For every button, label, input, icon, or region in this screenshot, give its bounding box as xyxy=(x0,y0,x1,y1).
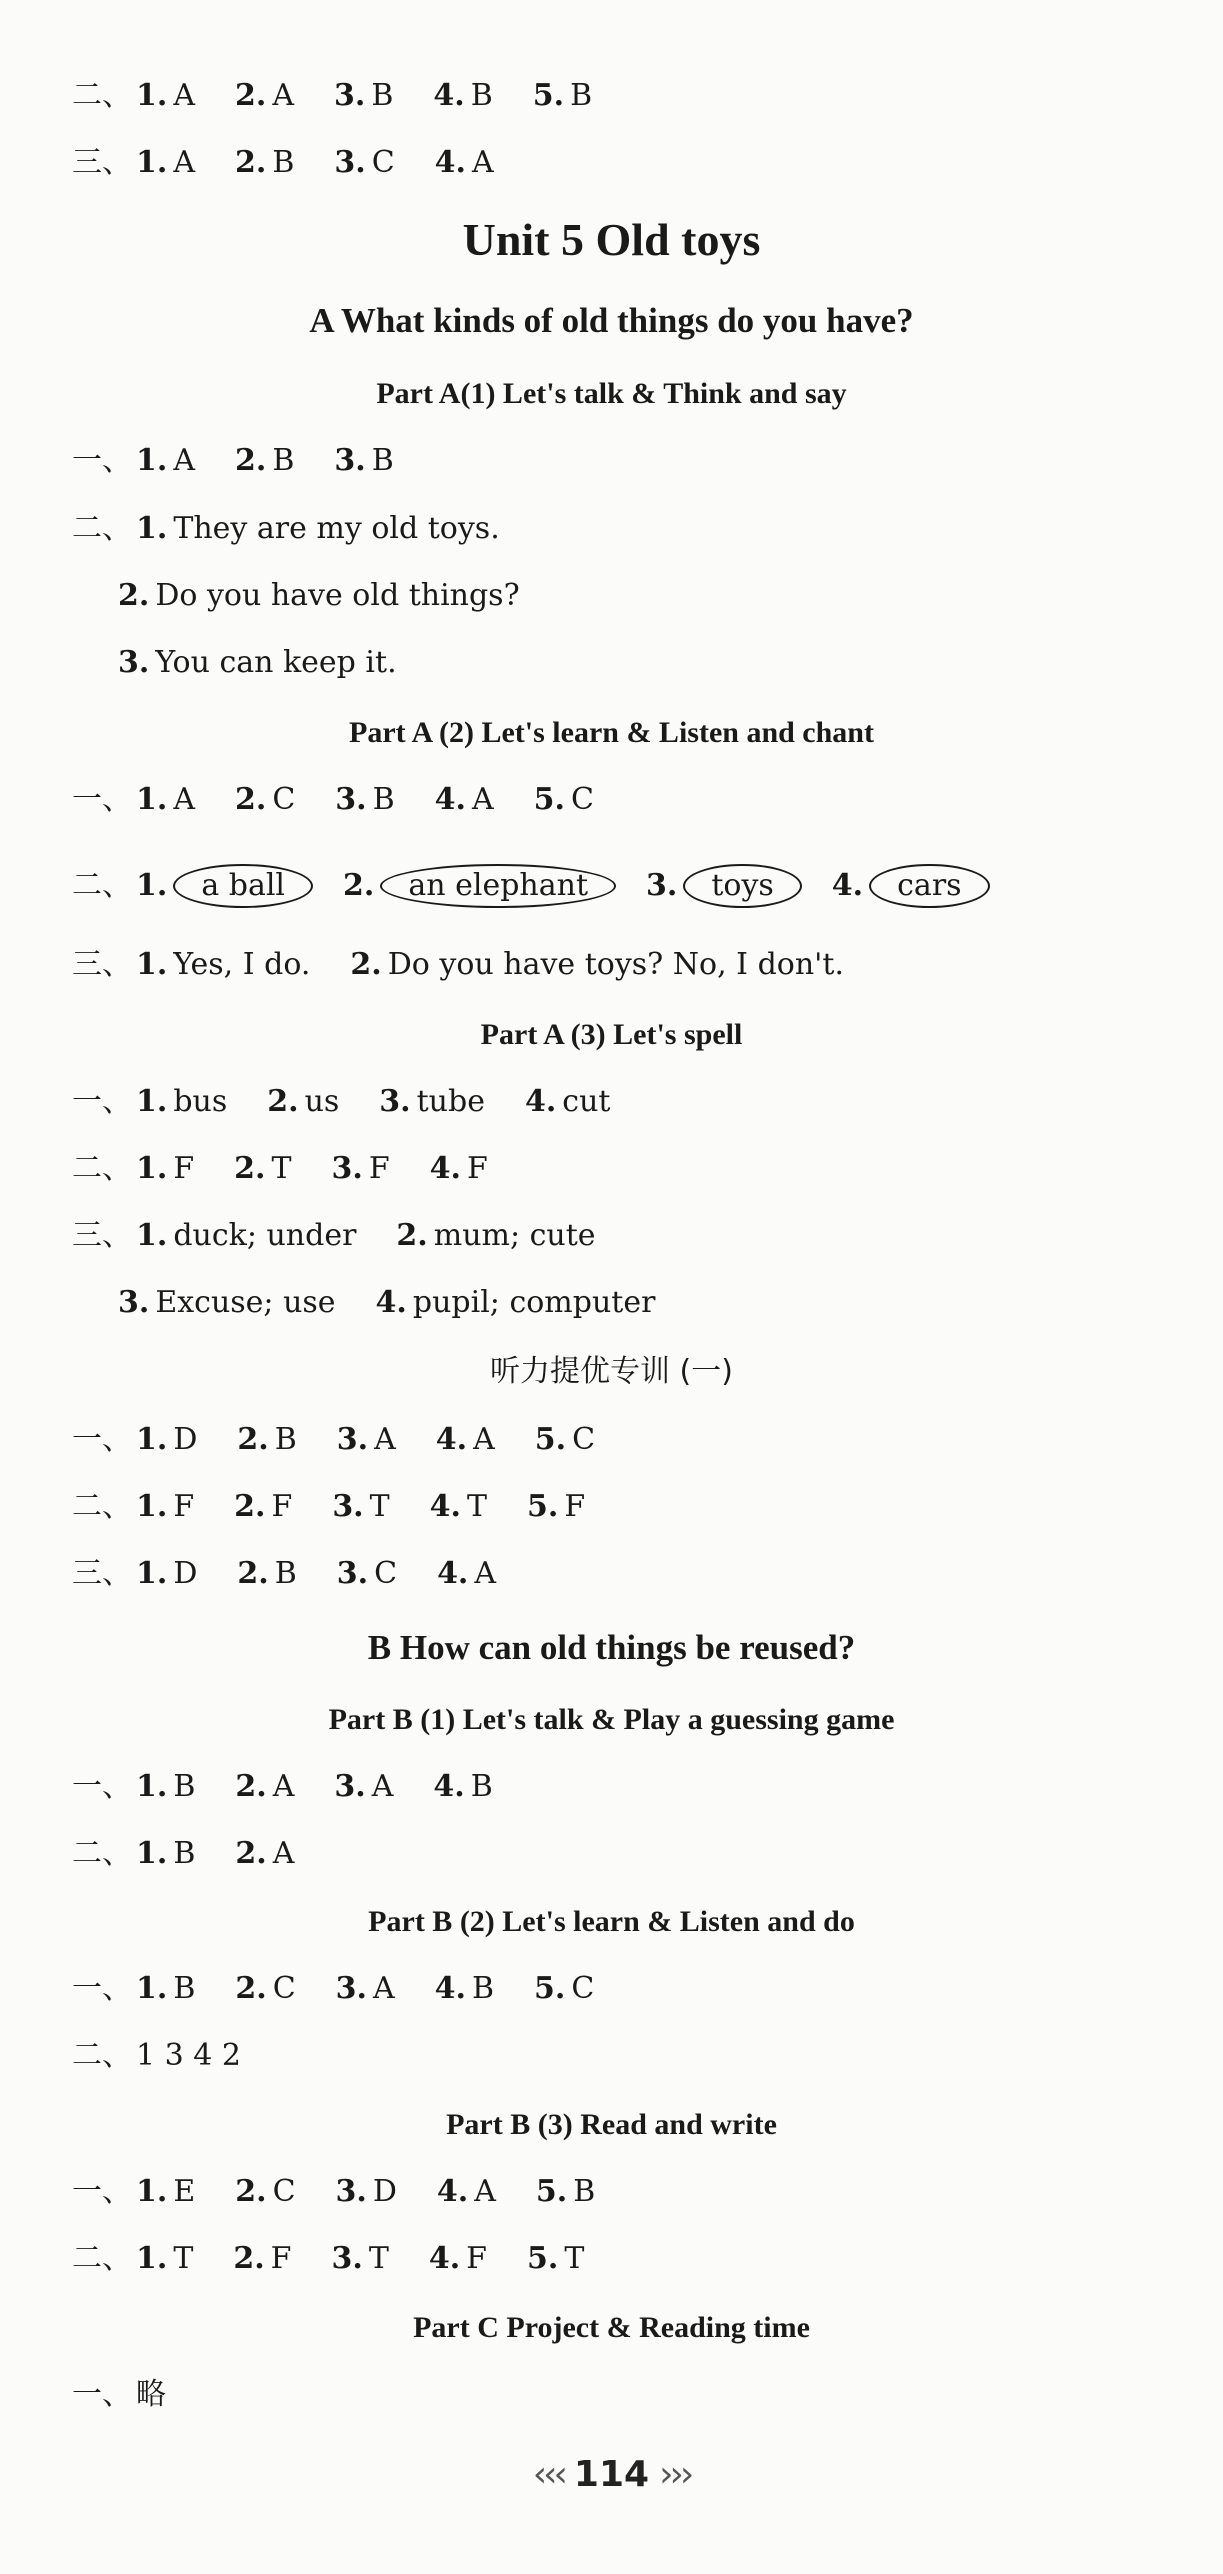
item-number: 3. xyxy=(334,145,366,180)
item-number: 2. xyxy=(235,1971,267,2006)
part-b2-title: Part B (2) Let's learn & Listen and do xyxy=(368,1905,855,1938)
item-number: 4. xyxy=(428,2241,461,2276)
answer-line xyxy=(72,1834,334,1874)
question-group-label: 二、 xyxy=(72,2241,132,2276)
question-group-label: 二、 xyxy=(72,1836,132,1871)
item-number: 4. xyxy=(437,1556,469,1591)
answer-line xyxy=(72,143,534,183)
answer-line xyxy=(72,780,634,820)
answer-line xyxy=(72,76,632,116)
item-number: 1. xyxy=(136,1084,168,1119)
circled-answer: cars xyxy=(869,864,989,908)
item-number: 1. xyxy=(136,1489,168,1524)
answer-text: F xyxy=(270,2241,292,2276)
item-number: 4. xyxy=(435,1422,468,1457)
item-number: 5. xyxy=(535,2174,568,2209)
answer-text: mum; cute xyxy=(433,1218,596,1253)
item-number: 1. xyxy=(136,1769,168,1804)
section-a-title: A What kinds of old things do you have? xyxy=(309,301,914,340)
answer-text: T xyxy=(271,1151,292,1186)
item-number: 3. xyxy=(334,1769,366,1804)
answer-text: C xyxy=(374,1556,398,1591)
item-number: 3. xyxy=(334,78,366,113)
item-number: 1. xyxy=(136,1422,168,1457)
answer-line xyxy=(72,509,540,549)
item-number: 4. xyxy=(524,1084,557,1119)
item-number: 4. xyxy=(375,1285,407,1320)
item-number: 2. xyxy=(350,947,382,982)
answer-text: B xyxy=(570,78,593,113)
answer-text: C xyxy=(571,1971,595,2006)
question-group-label: 一、 xyxy=(72,2174,132,2209)
item-number: 4. xyxy=(433,1769,465,1804)
answer-text: B xyxy=(173,1971,196,2006)
question-group-label: 一、 xyxy=(72,782,132,817)
question-group-label: 一、 xyxy=(72,1422,132,1457)
answer-text: F xyxy=(173,1489,195,1524)
answer-text: C xyxy=(272,782,296,817)
item-number: 1. xyxy=(136,1151,168,1186)
item-number: 2. xyxy=(237,1422,269,1457)
right-chevrons-icon: ››› xyxy=(659,2454,691,2495)
item-number: 3. xyxy=(331,1151,363,1186)
question-group-label: 二、 xyxy=(72,868,132,903)
listening-title: 听力提优专训 (一) xyxy=(490,1354,733,1389)
answer-text: A xyxy=(472,145,494,180)
item-number: 3. xyxy=(335,2174,367,2209)
question-group-label: 一、 xyxy=(72,2377,132,2412)
answer-text: us xyxy=(304,1084,340,1119)
answer-line xyxy=(72,2239,624,2279)
item-number: 1. xyxy=(136,947,168,982)
item-number: 2. xyxy=(235,443,267,478)
item-number: 2. xyxy=(235,1836,267,1871)
answer-text: A xyxy=(474,2174,496,2209)
item-number: 5. xyxy=(532,78,565,113)
part-b1-title: Part B (1) Let's talk & Play a guessing game xyxy=(328,1703,895,1736)
question-group-label: 一、 xyxy=(72,443,132,478)
answer-text: F xyxy=(368,1151,390,1186)
answer-text: cut xyxy=(562,1084,611,1119)
part-a2-title: Part A (2) Let's learn & Listen and chant xyxy=(349,716,874,749)
item-number: 5. xyxy=(534,1422,567,1457)
question-group-label: 三、 xyxy=(72,1556,132,1591)
item-number: 2. xyxy=(235,2174,267,2209)
item-number: 1. xyxy=(136,1836,168,1871)
item-number: 3. xyxy=(336,1556,369,1591)
item-number: 3. xyxy=(335,1971,367,2006)
circled-answer: a ball xyxy=(173,864,313,908)
answer-line xyxy=(72,1969,634,2009)
answer-line xyxy=(118,576,560,616)
item-number: 1. xyxy=(136,868,168,903)
answer-text: A xyxy=(173,78,195,113)
question-group-label: 二、 xyxy=(72,78,132,113)
answer-text: T xyxy=(368,2241,389,2276)
answer-line xyxy=(72,1082,650,1122)
item-number: 2. xyxy=(233,2241,265,2276)
answer-text: tube xyxy=(416,1084,485,1119)
answer-text: B xyxy=(274,1422,297,1457)
item-number: 2. xyxy=(118,578,150,613)
answer-text: T xyxy=(369,1489,390,1524)
answer-text: Do you have old things? xyxy=(155,578,520,613)
answer-text: B xyxy=(173,1836,196,1871)
answer-text: duck; under xyxy=(173,1218,357,1253)
answer-text: F xyxy=(466,1151,488,1186)
answer-text: C xyxy=(371,145,395,180)
item-number: 1. xyxy=(136,1218,168,1253)
item-number: 4. xyxy=(429,1151,461,1186)
answer-text: A xyxy=(371,1769,394,1804)
part-a3-title: Part A (3) Let's spell xyxy=(480,1018,743,1051)
answer-line xyxy=(118,643,437,683)
item-number: 3. xyxy=(646,868,678,903)
question-group-label: 一、 xyxy=(72,1971,132,2006)
part-c-title: Part C Project & Reading time xyxy=(413,2311,810,2344)
item-number: 5. xyxy=(527,1489,559,1524)
item-number: 1. xyxy=(136,782,168,817)
answer-text: D xyxy=(173,1422,198,1457)
item-number: 3. xyxy=(379,1084,411,1119)
answer-text: A xyxy=(173,443,195,478)
answer-line xyxy=(72,1554,536,1594)
answer-text: T xyxy=(564,2241,585,2276)
answer-text: They are my old toys. xyxy=(173,511,500,546)
unit-title: Unit 5 Old toys xyxy=(462,214,761,265)
answer-text: Yes, I do. xyxy=(173,947,311,982)
answer-text: D xyxy=(372,2174,397,2209)
question-group-label: 一、 xyxy=(72,1084,132,1119)
answer-text: F xyxy=(564,1489,586,1524)
item-number: 4. xyxy=(434,1971,466,2006)
item-number: 1. xyxy=(136,1971,168,2006)
answer-text: You can keep it. xyxy=(155,645,397,680)
answer-text: A xyxy=(272,78,294,113)
question-group-label: 二、 xyxy=(72,511,132,546)
answer-line xyxy=(72,1420,635,1460)
answer-text: T xyxy=(173,2241,194,2276)
answer-line xyxy=(72,441,434,481)
answer-text: C xyxy=(572,1422,596,1457)
answer-text: 1 3 4 2 xyxy=(136,2038,241,2073)
answer-text: C xyxy=(272,2174,296,2209)
item-number: 3. xyxy=(335,782,367,817)
answer-text: Do you have toys? No, I don't. xyxy=(387,947,844,982)
item-number: 1. xyxy=(136,443,168,478)
item-number: 4. xyxy=(433,78,465,113)
question-group-label: 一、 xyxy=(72,1769,132,1804)
answer-text: F xyxy=(173,1151,195,1186)
item-number: 2. xyxy=(235,1769,267,1804)
item-number: 1. xyxy=(136,78,168,113)
answer-text: A xyxy=(272,1836,295,1871)
answer-text: B xyxy=(372,782,395,817)
item-number: 1. xyxy=(136,145,168,180)
item-number: 3. xyxy=(118,1285,150,1320)
item-number: 2. xyxy=(396,1218,428,1253)
answer-line xyxy=(72,1149,528,1189)
item-number: 2. xyxy=(235,78,267,113)
item-number: 2. xyxy=(234,1489,266,1524)
question-group-label: 二、 xyxy=(72,2038,132,2073)
part-a1-title: Part A(1) Let's talk & Think and say xyxy=(376,377,847,410)
item-number: 1. xyxy=(136,2241,168,2276)
item-number: 5. xyxy=(527,2241,559,2276)
left-chevrons-icon: ‹‹‹ xyxy=(532,2454,564,2495)
section-b-title: B How can old things be reused? xyxy=(367,1628,856,1667)
answer-text: F xyxy=(271,1489,293,1524)
answer-line xyxy=(72,1487,625,1527)
item-number: 4. xyxy=(831,868,864,903)
answer-text: A xyxy=(373,1971,395,2006)
answer-line xyxy=(72,1216,636,1256)
answer-text: 略 xyxy=(136,2377,166,2412)
item-number: 2. xyxy=(235,145,267,180)
question-group-label: 三、 xyxy=(72,145,132,180)
answer-line xyxy=(72,2172,635,2212)
answer-text: B xyxy=(274,1556,297,1591)
item-number: 4. xyxy=(434,145,466,180)
page-number-text: 114 xyxy=(573,2454,650,2495)
page-number xyxy=(0,2454,1223,2495)
question-group-label: 三、 xyxy=(72,947,132,982)
answer-text: A xyxy=(173,145,195,180)
answer-line xyxy=(72,2036,281,2076)
answer-text: C xyxy=(571,782,594,817)
answer-text: B xyxy=(272,443,295,478)
answer-text: B xyxy=(173,1769,196,1804)
answer-text: D xyxy=(173,1556,198,1591)
answer-text: B xyxy=(470,78,493,113)
item-number: 1. xyxy=(136,511,168,546)
item-number: 4. xyxy=(434,782,466,817)
answer-text: F xyxy=(466,2241,487,2276)
question-group-label: 三、 xyxy=(72,1218,132,1253)
item-number: 1. xyxy=(136,2174,168,2209)
answer-text: pupil; computer xyxy=(412,1285,656,1320)
answer-text: A xyxy=(374,1422,396,1457)
item-number: 3. xyxy=(336,1422,369,1457)
part-b3-title: Part B (3) Read and write xyxy=(446,2108,777,2141)
answer-text: A xyxy=(474,1556,497,1591)
item-number: 3. xyxy=(331,2241,363,2276)
item-number: 5. xyxy=(534,1971,566,2006)
answer-text: bus xyxy=(173,1084,228,1119)
answer-line xyxy=(118,1283,695,1323)
item-number: 3. xyxy=(118,645,150,680)
item-number: 2. xyxy=(343,868,375,903)
item-number: 2. xyxy=(235,782,267,817)
answer-text: A xyxy=(173,782,195,817)
item-number: 3. xyxy=(334,443,366,478)
item-number: 4. xyxy=(436,2174,469,2209)
circled-answer: an elephant xyxy=(380,864,616,908)
answer-text: E xyxy=(173,2174,196,2209)
answer-text: A xyxy=(472,782,494,817)
item-number: 1. xyxy=(136,1556,168,1591)
circled-answer: toys xyxy=(683,864,801,908)
answer-text: T xyxy=(466,1489,487,1524)
question-group-label: 二、 xyxy=(72,1489,132,1524)
answer-line xyxy=(72,2375,206,2415)
answer-text: B xyxy=(272,145,295,180)
answer-text: B xyxy=(472,1971,495,2006)
item-number: 3. xyxy=(332,1489,364,1524)
answer-text: B xyxy=(371,443,394,478)
answer-text: Excuse; use xyxy=(155,1285,336,1320)
answer-line xyxy=(72,945,884,985)
answer-line xyxy=(72,864,1020,908)
item-number: 2. xyxy=(267,1084,299,1119)
answer-text: A xyxy=(473,1422,495,1457)
item-number: 2. xyxy=(237,1556,269,1591)
item-number: 5. xyxy=(533,782,565,817)
item-number: 4. xyxy=(429,1489,461,1524)
item-number: 2. xyxy=(234,1151,266,1186)
answer-text: A xyxy=(272,1769,295,1804)
answer-text: B xyxy=(573,2174,596,2209)
answer-text: B xyxy=(470,1769,493,1804)
question-group-label: 二、 xyxy=(72,1151,132,1186)
answer-text: C xyxy=(272,1971,296,2006)
answer-line xyxy=(72,1767,533,1807)
answer-text: B xyxy=(371,78,394,113)
